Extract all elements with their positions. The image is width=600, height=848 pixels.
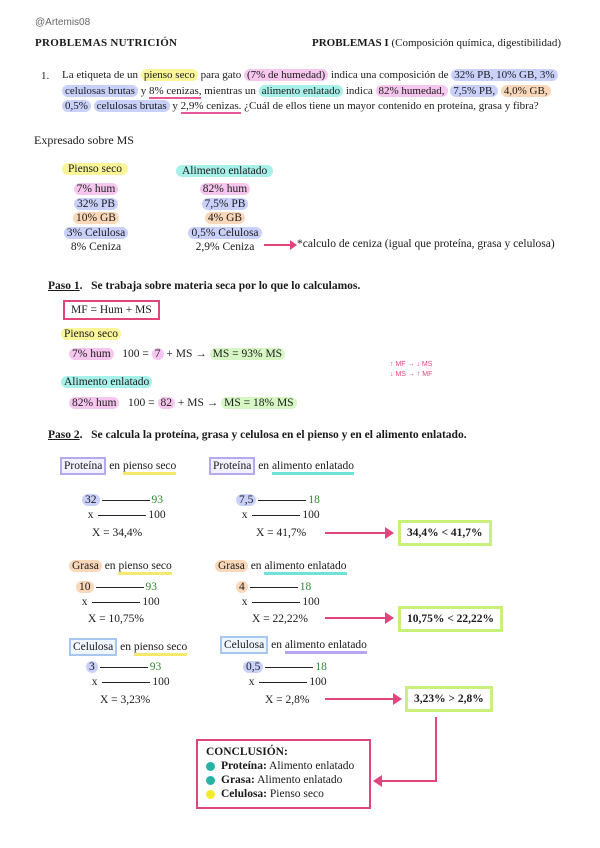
paso1-eq-b: 7 [152, 348, 164, 360]
ms-enlatado-pb: 7,5% PB [202, 198, 249, 210]
rule-x: x [91, 676, 98, 688]
grasa-pienso-result: X = 10,75% [88, 613, 144, 625]
problem-text: y [140, 84, 147, 97]
paso1-eq-b: 82 [158, 397, 176, 409]
prot-enlatado-rule [236, 493, 320, 523]
problem-text: indica [345, 84, 373, 97]
ceniza-note: *calculo de ceniza (igual que proteína, grasa y celulosa) [297, 238, 555, 250]
conclusion-item-text: Alimento enlatado [257, 774, 343, 786]
prot-enlatado-label: Proteína [209, 457, 255, 475]
ms-pienso-hum: 7% hum [74, 183, 119, 195]
hl-pienso-seco: pienso seco [141, 69, 198, 81]
paso1-enlatado-eq [69, 397, 297, 409]
prot-pienso-source: pienso seco [123, 460, 176, 475]
side-note-1: ↑ MF → ↓ MS [390, 361, 433, 368]
prot-enlatado-result: X = 41,7% [256, 527, 307, 539]
rule-a: 7,5 [236, 494, 256, 506]
paso1-eq-c: + MS [166, 348, 193, 360]
paso2-dot: . [79, 429, 83, 441]
rule-x: x [248, 676, 255, 688]
ceniza-arrow-icon [262, 239, 298, 251]
rule-b: 18 [299, 581, 312, 593]
hl-composicion: 32% PB, 10% GB, 3% [451, 69, 557, 81]
grasa-enlatado-rule [236, 580, 320, 610]
side-note [390, 360, 432, 380]
header-left-title: PROBLEMAS NUTRICIÓN [35, 37, 178, 49]
rule-x: x [241, 509, 248, 521]
bullet-icon [206, 790, 215, 799]
paso1-label: Paso 1 [48, 280, 80, 292]
rule-a: 3 [86, 661, 98, 673]
bullet-icon [206, 776, 215, 785]
prot-pienso-label: Proteína [60, 457, 106, 475]
grasa-arrow-icon [323, 611, 395, 625]
side-note-2: ↓ MS → ↑ MF [390, 371, 433, 378]
paso1-dot: . [79, 280, 83, 292]
prot-enlatado-title [209, 460, 354, 472]
cel-pienso-rule [86, 660, 170, 690]
grasa-pienso-rule [76, 580, 160, 610]
paso1-pienso-result: MS = 93% MS [210, 348, 285, 360]
grasa-enlatado-title [215, 560, 347, 572]
problem-text: para gato [200, 69, 242, 81]
prot-pienso-result: X = 34,4% [92, 527, 143, 539]
cel-enlatado-label: Celulosa [220, 636, 268, 654]
conclusion-item-text: Alimento enlatado [269, 760, 355, 772]
conclusion-box [196, 739, 371, 809]
cel-enlatado-rule [243, 660, 327, 690]
conclusion-item [206, 773, 361, 787]
ms-enlatado-title: Alimento enlatado [176, 165, 273, 177]
grasa-compare-box: 10,75% < 22,22% [398, 606, 503, 632]
grasa-pienso-label: Grasa [69, 560, 102, 572]
paso1-eq-a: 100 = [128, 397, 155, 409]
rule-c: 100 [302, 509, 320, 521]
header-right-title [312, 37, 561, 49]
ms-enlatado-list [182, 182, 268, 255]
paso1-eq-a: 100 = [122, 348, 149, 360]
ul-cenizas: 8% cenizas, [148, 84, 202, 97]
ul-cenizas-enlatado: 2,9% cenizas. [180, 100, 242, 112]
paso1-enlatado-result: MS = 18% MS [221, 397, 296, 409]
rule-c: 100 [148, 509, 166, 521]
rule-x: x [87, 509, 94, 521]
hl-celulosas-brutas: celulosas brutas [94, 100, 170, 112]
paso1-pienso-hum: 7% hum [69, 348, 114, 360]
bullet-icon [206, 762, 215, 771]
ms-enlatado-gb: 4% GB [205, 212, 245, 224]
rule-c: 100 [302, 596, 320, 608]
hl-alimento-enlatado: alimento enlatado [259, 85, 344, 97]
rule-c: 100 [152, 676, 170, 688]
ms-pienso-pb: 32% PB [74, 198, 118, 210]
paso1-eq-c: + MS [177, 397, 204, 409]
rule-b: 18 [315, 661, 327, 673]
cel-enlatado-source: alimento enlatado [285, 639, 367, 654]
conclusion-item [206, 759, 361, 773]
paso1-pienso-eq [69, 348, 285, 360]
arrow-icon: → [206, 397, 219, 409]
problem-text: y [172, 100, 178, 112]
header-right-rest: (Composición química, digestibilidad) [391, 37, 562, 49]
grasa-enlatado-label: Grasa [215, 560, 248, 572]
ms-pienso-cel: 3% Celulosa [64, 227, 128, 239]
formula-box: MF = Hum + MS [63, 300, 160, 320]
paso1-heading [48, 280, 360, 292]
paso1-enlatado-title: Alimento enlatado [61, 376, 152, 388]
prot-pienso-title [60, 460, 176, 472]
paso1-enlatado-hum: 82% hum [69, 397, 119, 409]
rule-c: 100 [142, 596, 160, 608]
conclusion-arrow-icon [370, 715, 445, 790]
grasa-enlatado-en: en [250, 560, 262, 572]
ms-pienso-ceniza: 8% Ceniza [70, 241, 122, 253]
conclusion-title: CONCLUSIÓN: [206, 746, 288, 758]
hl-gb: 4,0% GB, [501, 85, 551, 97]
grasa-pienso-title [69, 560, 172, 572]
hl-pb: 7,5% PB, [450, 85, 498, 97]
cel-pienso-title [69, 641, 187, 653]
paso1-pienso-title: Pienso seco [61, 328, 121, 340]
rule-b: 93 [145, 581, 157, 593]
ms-pienso-gb: 10% GB [73, 212, 119, 224]
cel-arrow-icon [323, 692, 403, 706]
problem-text: indica una composición de [330, 69, 449, 81]
grasa-enlatado-source: alimento enlatado [264, 560, 346, 575]
conclusion-item-bold: Proteína: [221, 760, 267, 772]
cel-enlatado-title [220, 639, 367, 651]
rule-x: x [81, 596, 88, 608]
rule-a: 10 [76, 581, 94, 593]
ms-label: Expresado sobre MS [34, 133, 134, 147]
grasa-pienso-source: pienso seco [118, 560, 171, 575]
prot-pienso-en: en [109, 460, 121, 472]
conclusion-item [206, 787, 361, 801]
grasa-pienso-en: en [104, 560, 116, 572]
author-handle: @Artemis08 [35, 17, 91, 28]
rule-a: 0,5 [243, 661, 263, 673]
prot-enlatado-source: alimento enlatado [272, 460, 354, 475]
rule-c: 100 [309, 676, 327, 688]
cel-pienso-label: Celulosa [69, 638, 117, 656]
problem-text: ¿Cuál de ellos tiene un mayor contenido en proteína, grasa y fibra? [244, 100, 539, 112]
hl-humedad: (7% de humedad) [244, 69, 328, 81]
conclusion-item-bold: Celulosa: [221, 788, 267, 800]
problem-text: mientras un [204, 84, 256, 97]
hl-celulosas: celulosas brutas [62, 85, 138, 97]
header-right-bold: PROBLEMAS I [312, 37, 389, 49]
prot-pienso-rule [82, 493, 166, 523]
ms-pienso-list [56, 182, 136, 255]
rule-a: 4 [236, 581, 248, 593]
ms-enlatado-hum: 82% hum [200, 183, 250, 195]
prot-compare-box: 34,4% < 41,7% [398, 520, 492, 546]
cel-compare-box: 3,23% > 2,8% [405, 686, 493, 712]
cel-pienso-result: X = 3,23% [100, 694, 151, 706]
prot-arrow-icon [323, 526, 395, 540]
rule-b: 93 [151, 494, 163, 506]
rule-x: x [241, 596, 248, 608]
problem-statement [62, 68, 562, 115]
ms-enlatado-ceniza: 2,9% Ceniza [195, 241, 255, 253]
arrow-icon: → [195, 348, 207, 360]
hl-cel: 0,5% [62, 100, 91, 112]
rule-a: 32 [82, 494, 100, 506]
ms-pienso-title: Pienso seco [62, 163, 128, 175]
rule-b: 18 [308, 494, 320, 506]
cel-enlatado-en: en [271, 639, 282, 651]
cel-enlatado-result: X = 2,8% [265, 694, 310, 706]
conclusion-item-bold: Grasa: [221, 774, 255, 786]
paso2-label: Paso 2 [48, 429, 80, 441]
problem-text: La etiqueta de un [62, 69, 139, 81]
prot-enlatado-en: en [258, 460, 270, 472]
cel-pienso-en: en [120, 641, 131, 653]
paso2-text: Se calcula la proteína, grasa y celulosa en el pienso y en el alimento enlatado. [91, 429, 467, 441]
paso2-heading [48, 429, 467, 441]
problem-number: 1. [41, 70, 50, 82]
paso1-text: Se trabaja sobre materia seca por lo que lo calculamos. [91, 280, 361, 292]
conclusion-item-text: Pienso seco [269, 788, 324, 800]
ms-enlatado-cel: 0,5% Celulosa [188, 227, 261, 239]
cel-pienso-source: pienso seco [134, 641, 187, 656]
hl-humedad-enlatado: 82% humedad, [376, 85, 448, 97]
rule-b: 93 [149, 661, 162, 673]
grasa-enlatado-result: X = 22,22% [252, 613, 308, 625]
